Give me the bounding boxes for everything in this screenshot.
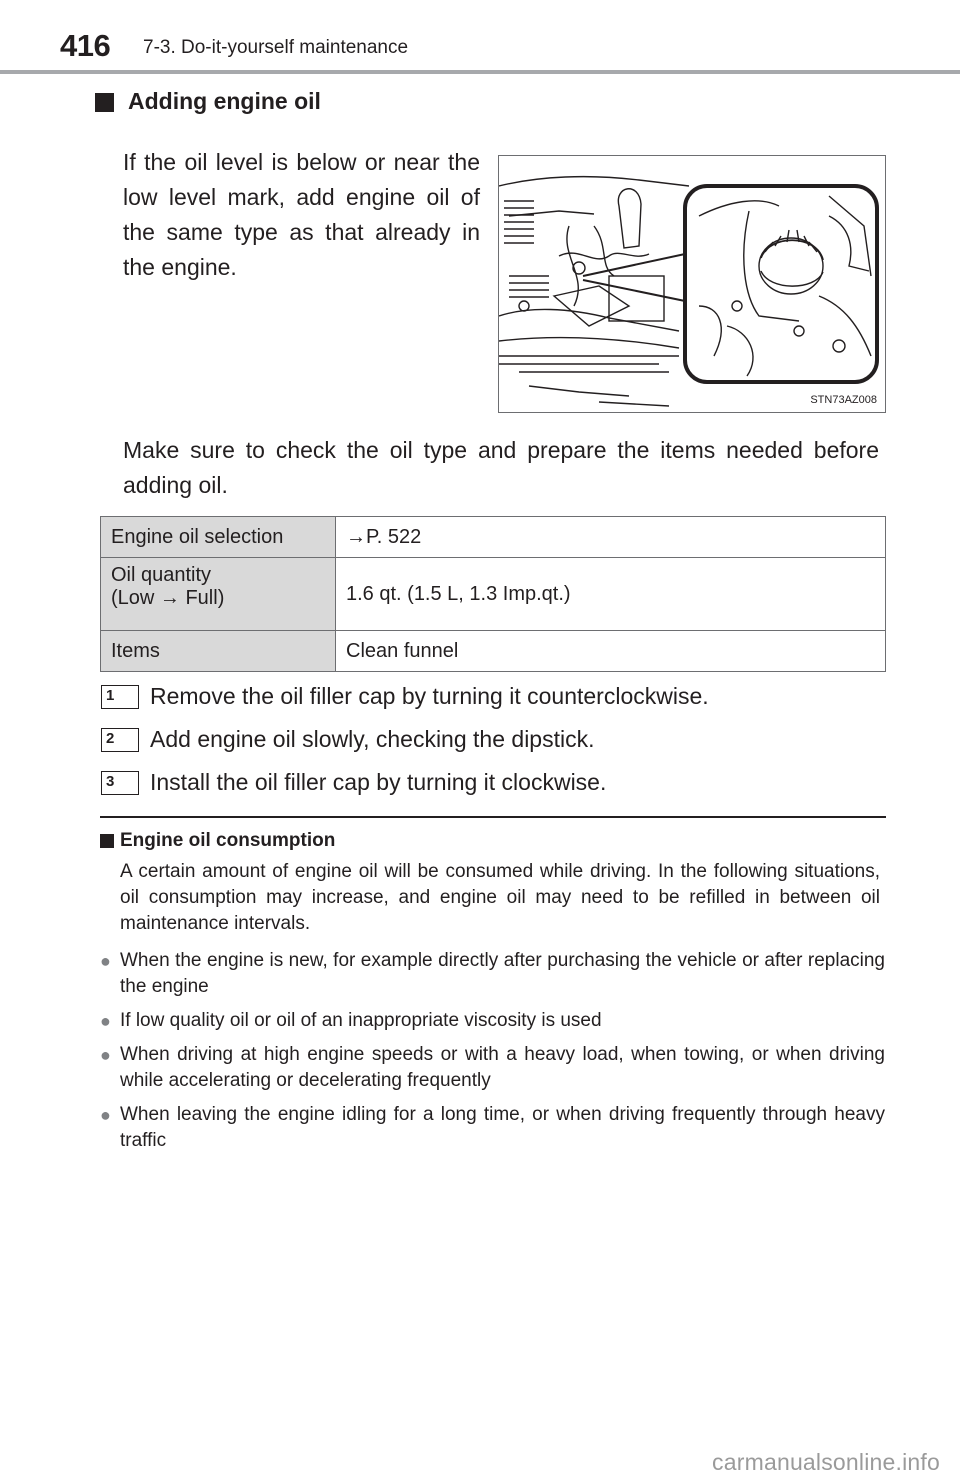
list-item-text: When the engine is new, for example directly after purchasing the vehicle or after replacing the engine — [120, 950, 885, 997]
step-2 — [101, 726, 594, 753]
step-text: Install the oil filler cap by turning it clockwise. — [150, 769, 607, 795]
table-label-line: (Low → Full) — [111, 587, 225, 609]
table-row — [101, 558, 886, 631]
step-number: 3 — [106, 772, 115, 790]
chapter-title: 7-3. Do-it-yourself maintenance — [143, 37, 409, 58]
table-label-cell — [101, 558, 336, 631]
page-number: 416 — [60, 28, 111, 63]
circle-bullet-icon: ● — [100, 1011, 111, 1031]
step-text: Remove the oil filler cap by turning it counterclockwise. — [150, 683, 709, 709]
intro-paragraph: If the oil level is below or near the low level mark, add engine oil of the same type as that already in the engine. — [123, 149, 480, 280]
engine-bay-drawing — [499, 156, 885, 412]
list-item-text: When leaving the engine idling for a long time, or when driving frequently through heavy traffic — [120, 1104, 885, 1151]
step-number: 2 — [106, 729, 115, 747]
circle-bullet-icon: ● — [100, 951, 111, 971]
section-heading-oil-consumption — [100, 830, 335, 852]
figure-code: STN73AZ008 — [810, 394, 877, 406]
table-label-line: Oil quantity — [111, 564, 212, 586]
table-label-cell: Engine oil selection — [101, 517, 336, 558]
list-item-text: If low quality oil or oil of an inappropriate viscosity is used — [120, 1010, 602, 1031]
step-number-box — [101, 771, 139, 795]
preparation-paragraph: Make sure to check the oil type and prepare the items needed before adding oil. — [123, 437, 879, 498]
step-text: Add engine oil slowly, checking the dipstick. — [150, 726, 595, 752]
step-3 — [101, 769, 606, 796]
circle-bullet-icon: ● — [100, 1045, 111, 1065]
engine-oil-cap-illustration — [498, 155, 886, 413]
table-value-cell: Clean funnel — [336, 631, 886, 672]
list-item-text: When driving at high engine speeds or with a heavy load, when towing, or when driving while accelerating or decelerating frequently — [120, 1044, 885, 1091]
list-item — [100, 1102, 885, 1154]
oil-spec-table — [100, 516, 886, 672]
step-1 — [101, 683, 709, 710]
list-item — [100, 1008, 885, 1034]
table-label-cell: Items — [101, 631, 336, 672]
table-value-cell: 1.6 qt. (1.5 L, 1.3 Imp.qt.) — [336, 558, 886, 631]
step-number-box — [101, 728, 139, 752]
table-value-cell: →P. 522 — [336, 517, 886, 558]
step-number: 1 — [106, 686, 115, 704]
table-row — [101, 517, 886, 558]
list-item — [100, 948, 885, 1000]
step-number-box — [101, 685, 139, 709]
watermark: carmanualsonline.info — [712, 1449, 940, 1475]
table-row — [101, 631, 886, 672]
section-heading-text: Engine oil consumption — [120, 830, 336, 851]
square-bullet-icon — [100, 834, 114, 848]
square-bullet-icon — [95, 93, 114, 112]
circle-bullet-icon: ● — [100, 1105, 111, 1125]
header-rule — [0, 70, 960, 74]
oil-consumption-paragraph: A certain amount of engine oil will be consumed while driving. In the following situations, oil consumption may increase, and engine oil may need to be refilled in between oil maintenance intervals. — [120, 861, 880, 934]
list-item — [100, 1042, 885, 1094]
section-divider — [100, 816, 886, 818]
section-heading-text: Adding engine oil — [128, 88, 321, 114]
section-heading-adding-oil — [95, 88, 321, 115]
